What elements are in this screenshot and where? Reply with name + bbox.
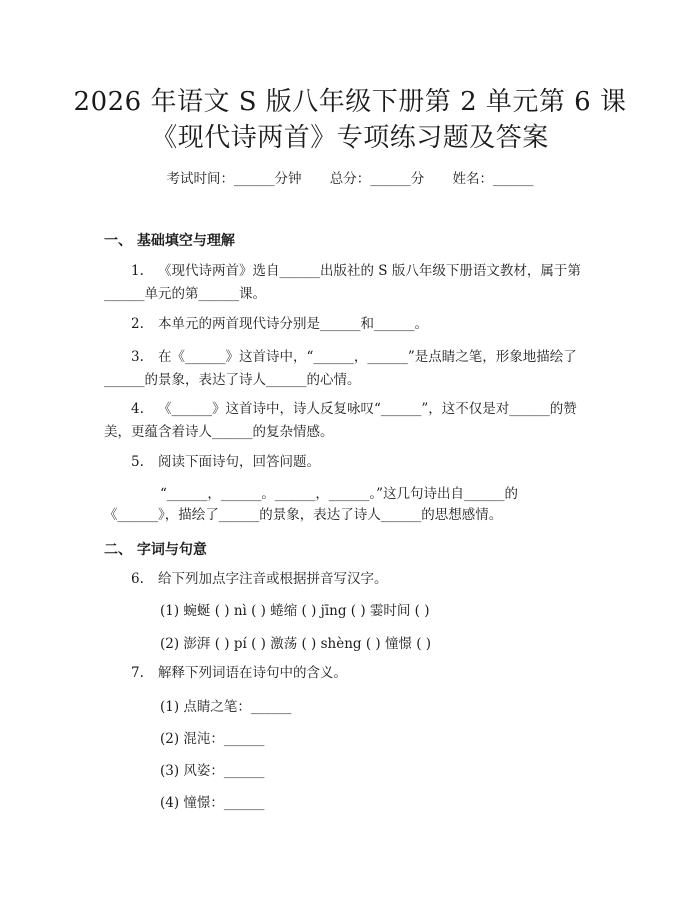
pinyin-row-2: (2) 澎湃 ( ) pí ( ) 激荡 ( ) shèng ( ) 憧憬 ( ) bbox=[160, 636, 432, 652]
question-1-line-2: ______单元的第______课。 bbox=[104, 286, 266, 302]
question-1-line-1: 《现代诗两首》选自______出版社的 S 版八年级下册语文教材，属于第 bbox=[158, 263, 581, 279]
question-6-text: 给下列加点字注音或根据拼音写汉字。 bbox=[158, 571, 388, 587]
exam-meta bbox=[0, 167, 700, 187]
question-3-line-2: ______的景象，表达了诗人______的心情。 bbox=[104, 372, 361, 388]
exam-time: 考试时间：______分钟 bbox=[166, 171, 302, 187]
question-7-text: 解释下列词语在诗句中的含义。 bbox=[158, 665, 347, 681]
title-line-2: 《现代诗两首》专项练习题及答案 bbox=[151, 123, 549, 153]
question-5-text: 阅读下面诗句，回答问题。 bbox=[158, 454, 320, 470]
question-number: 4. bbox=[131, 401, 144, 417]
pinyin-row-1: (1) 蜿蜒 ( ) nì ( ) 蜷缩 ( ) jīng ( ) 霎时间 ( ) bbox=[160, 603, 430, 619]
question-4-line-1: 《______》这首诗中，诗人反复咏叹“______”，这不仅是对______的赞 bbox=[158, 401, 577, 417]
student-name: 姓名：______ bbox=[452, 171, 534, 187]
question-number: 3. bbox=[131, 349, 144, 365]
question-number: 1. bbox=[131, 263, 144, 279]
poem-excerpt-line-1: “______，______。______，______。”这几句诗出自______的 bbox=[160, 486, 519, 502]
question-number: 2. bbox=[131, 316, 144, 332]
definition-item: (3) 风姿：______ bbox=[160, 763, 265, 779]
question-3-line-1: 在《______》这首诗中，“______，______”是点睛之笔，形象地描绘了 bbox=[158, 349, 577, 365]
question-2-text: 本单元的两首现代诗分别是______和______。 bbox=[158, 316, 428, 332]
title-line-1: 2026 年语文 S 版八年级下册第 2 单元第 6 课 bbox=[73, 87, 627, 117]
total-score: 总分：______分 bbox=[329, 171, 425, 187]
question-4-line-2: 美，更蕴含着诗人______的复杂情感。 bbox=[104, 424, 334, 440]
question-number: 5. bbox=[131, 454, 144, 470]
section-heading-1: 一、 基础填空与理解 bbox=[104, 233, 235, 249]
question-number: 6. bbox=[131, 571, 144, 587]
definition-item: (1) 点睛之笔：______ bbox=[160, 699, 292, 715]
definition-item: (4) 憧憬：______ bbox=[160, 795, 265, 811]
question-number: 7. bbox=[131, 665, 144, 681]
definition-item: (2) 混沌：______ bbox=[160, 731, 265, 747]
section-heading-2: 二、 字词与句意 bbox=[104, 542, 207, 558]
poem-excerpt-line-2: 《______》，描绘了______的景象，表达了诗人______的思想感情。 bbox=[104, 507, 503, 523]
